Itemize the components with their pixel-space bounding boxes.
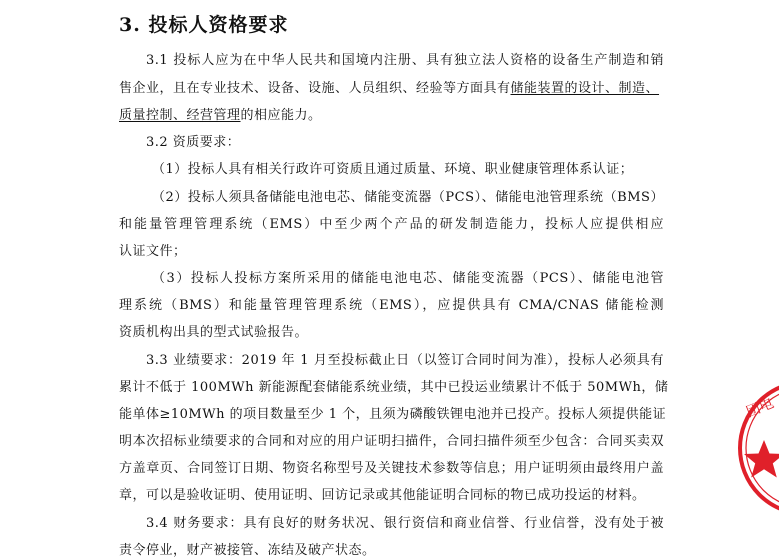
p33-line4: 明本次招标业绩要求的合同和对应的用户证明扫描件，合同扫描件须至少包含：合同买卖双 — [119, 434, 664, 449]
p32-item3-line2: 理系统（BMS）和能量管理管理系统（EMS），应提供具有 CMA/CNAS 储能检测 — [119, 298, 664, 313]
p33-line1: 3.3 业绩要求：2019 年 1 月至投标截止日（以签订合同时间为准），投标人必须具有 — [146, 353, 664, 368]
seal-text: 团电 — [744, 395, 777, 421]
p32-item1: （1）投标人具有相关行政许可资质且通过质量、环境、职业健康管理体系认证； — [152, 162, 634, 177]
p32-item3-line1: （3）投标人投标方案所采用的储能电池电芯、储能变流器（PCS）、储能电池管 — [152, 271, 664, 286]
p34-line1: 3.4 财务要求：具有良好的财务状况、银行资信和商业信誉、行业信誉，没有处于被 — [146, 516, 664, 531]
company-seal — [736, 378, 779, 518]
p32-item2-line2: 和能量管理管理系统（EMS）中至少两个产品的研发制造能力，投标人应提供相应 — [119, 217, 664, 232]
p33-line2: 累计不低于 100MWh 新能源配套储能系统业绩，其中已投运业绩累计不低于 50MWh，储 — [119, 380, 669, 395]
p33-line6: 章，可以是验收证明、使用证明、回访记录或其他能证明合同标的物已成功投运的材料。 — [119, 488, 646, 503]
p33-line5: 方盖章页、合同签订日期、物资名称型号及关键技术参数等信息；用户证明须由最终用户盖 — [119, 461, 664, 476]
p31-line1: 3.1 投标人应为在中华人民共和国境内注册、具有独立法人资格的设备生产制造和销 — [146, 53, 664, 68]
p31-line3-text: 的相应能力。 — [240, 108, 322, 123]
p31-line2-text: 售企业，且在专业技术、设备、设施、人员组织、经验等方面具有 — [119, 81, 511, 96]
p32-heading: 3.2 资质要求： — [146, 135, 241, 150]
p31-line2 — [119, 80, 664, 98]
section-title: 3. 投标人资格要求 — [119, 14, 289, 36]
p34-line2: 责令停业，财产被接管、冻结及破产状态。 — [119, 543, 376, 558]
p32-item2-line3: 认证文件； — [119, 244, 187, 259]
p33-line3: 能单体≥10MWh 的项目数量至少 1 个，且须为磷酸铁锂电池并已投产。投标人须提供能证 — [119, 407, 667, 422]
p32-item2-line1: （2）投标人须具备储能电池电芯、储能变流器（PCS）、储能电池管理系统（BMS） — [152, 190, 664, 205]
p31-line3 — [119, 107, 664, 125]
p31-line2-underlined: 储能装置的设计、制造、 — [510, 81, 660, 96]
p32-item3-line3: 资质机构出具的型式试验报告。 — [119, 325, 309, 340]
seal-star — [744, 440, 779, 478]
p31-line3-underlined: 质量控制、经营管理 — [119, 108, 241, 123]
